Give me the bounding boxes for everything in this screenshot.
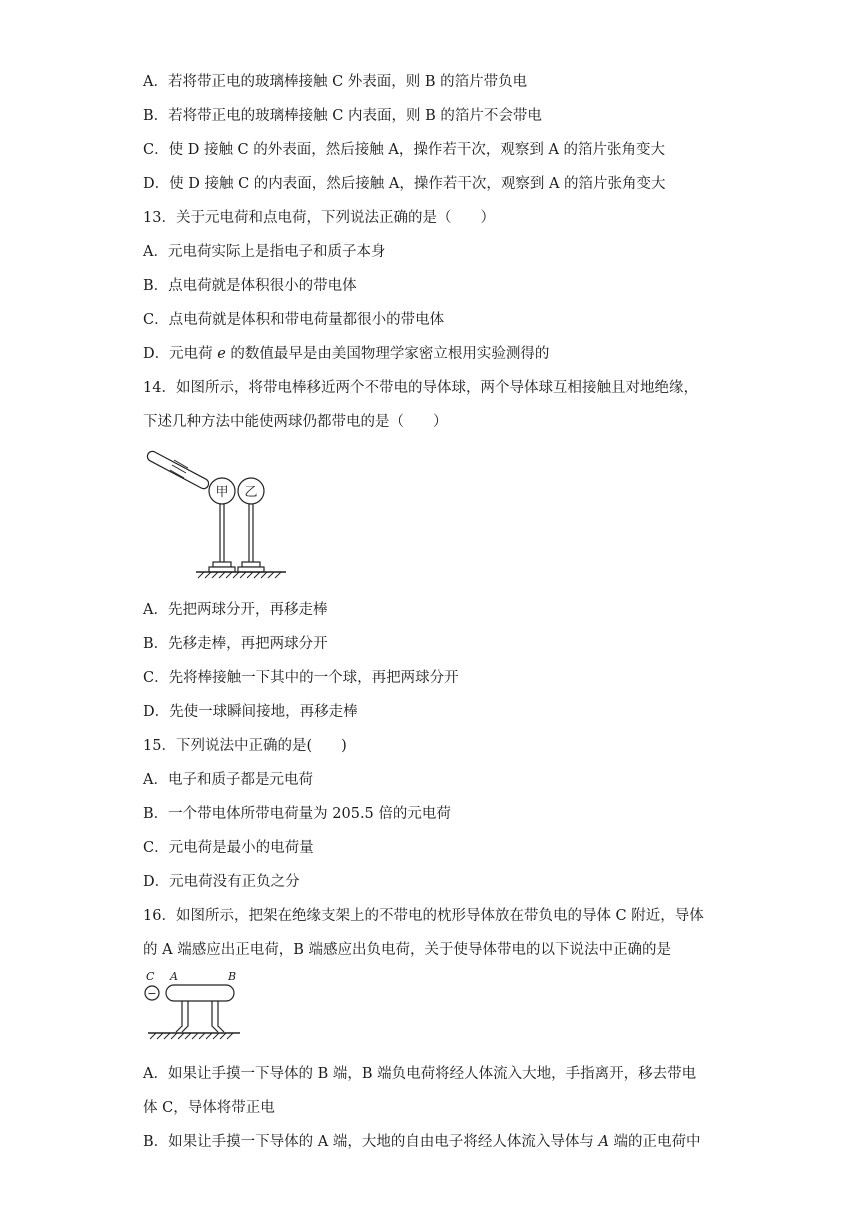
q16-option-b-variable: A <box>598 1134 609 1150</box>
q14-option-c: C．先将棒接触一下其中的一个球，再把两球分开 <box>143 670 459 686</box>
q13-option-d-variable: e <box>217 346 226 362</box>
pillow-conductor <box>166 985 234 1001</box>
end-b-label: B <box>228 970 237 983</box>
q16-option-b <box>143 1132 701 1152</box>
q16-stem-line2: 的 A 端感应出正电荷，B 端感应出负电荷，关于使导体带电的以下说法中正确的是 <box>143 942 671 958</box>
q13-option-b: B．点电荷就是体积很小的带电体 <box>143 278 357 294</box>
q13-option-d-prefix: D．元电荷 <box>143 346 218 362</box>
q15-stem: 15．下列说法中正确的是( ) <box>143 738 347 754</box>
q16-figure-pillow-conductor <box>140 966 250 1048</box>
q13-stem: 13．关于元电荷和点电荷，下列说法正确的是（ ） <box>143 210 495 226</box>
q15-option-c: C．元电荷是最小的电荷量 <box>143 840 314 856</box>
base-hatching <box>150 1033 233 1039</box>
q14-option-a: A．先把两球分开，再移走棒 <box>143 602 328 618</box>
sphere-jia-label: 甲 <box>215 485 229 500</box>
q13-option-d-suffix: 的数值最早是由美国物理学家密立根用实验测得的 <box>225 346 550 362</box>
charge-c-label: C <box>146 970 155 983</box>
ground-hatching <box>198 572 281 578</box>
sphere-yi-label: 乙 <box>244 485 258 500</box>
q12-option-d: D．使 D 接触 C 的内表面，然后接触 A，操作若干次，观察到 A 的箔片张角变大 <box>143 176 666 192</box>
q12-option-b: B．若将带正电的玻璃棒接触 C 内表面，则 B 的箔片不会带电 <box>143 108 542 124</box>
q13-option-a: A．元电荷实际上是指电子和质子本身 <box>143 244 386 260</box>
negative-sign: − <box>147 987 157 1000</box>
q14-stem-line1: 14．如图所示，将带电棒移近两个不带电的导体球，两个导体球互相接触且对地绝缘， <box>143 380 698 396</box>
q12-option-a: A．若将带正电的玻璃棒接触 C 外表面，则 B 的箔片带负电 <box>143 74 528 90</box>
q15-option-b: B．一个带电体所带电荷量为 205.5 倍的元电荷 <box>143 806 451 822</box>
q16-stem-line1: 16．如图所示，把架在绝缘支架上的不带电的枕形导体放在带负电的导体 C 附近，导体 <box>143 908 704 924</box>
q14-option-d: D．先使一球瞬间接地，再移走棒 <box>143 704 358 720</box>
q14-stem-line2: 下述几种方法中能使两球仍都带电的是（ ） <box>143 414 448 430</box>
q12-option-c: C．使 D 接触 C 的外表面，然后接触 A，操作若干次，观察到 A 的箔片张角变大 <box>143 142 666 158</box>
q15-option-d: D．元电荷没有正负之分 <box>143 874 300 890</box>
end-a-label: A <box>170 970 178 983</box>
q16-option-a-line2: 体 C，导体将带正电 <box>143 1100 275 1116</box>
q13-option-d <box>143 344 549 364</box>
q16-option-a-line1: A．如果让手摸一下导体的 B 端，B 端负电荷将经人体流入大地，手指离开，移去带电 <box>143 1066 697 1082</box>
charged-rod <box>146 450 211 491</box>
insulating-support <box>176 1001 224 1032</box>
q14-figure-two-spheres <box>140 440 300 585</box>
insulating-stand-right <box>238 504 264 572</box>
q16-option-b-suffix: 端的正电荷中 <box>608 1134 701 1150</box>
insulating-stand-left <box>209 504 235 572</box>
q15-option-a: A．电子和质子都是元电荷 <box>143 772 313 788</box>
q16-option-b-prefix: B．如果让手摸一下导体的 A 端，大地的自由电子将经人体流入导体与 <box>143 1134 599 1150</box>
q13-option-c: C．点电荷就是体积和带电荷量都很小的带电体 <box>143 312 445 328</box>
q14-option-b: B．先移走棒，再把两球分开 <box>143 636 328 652</box>
